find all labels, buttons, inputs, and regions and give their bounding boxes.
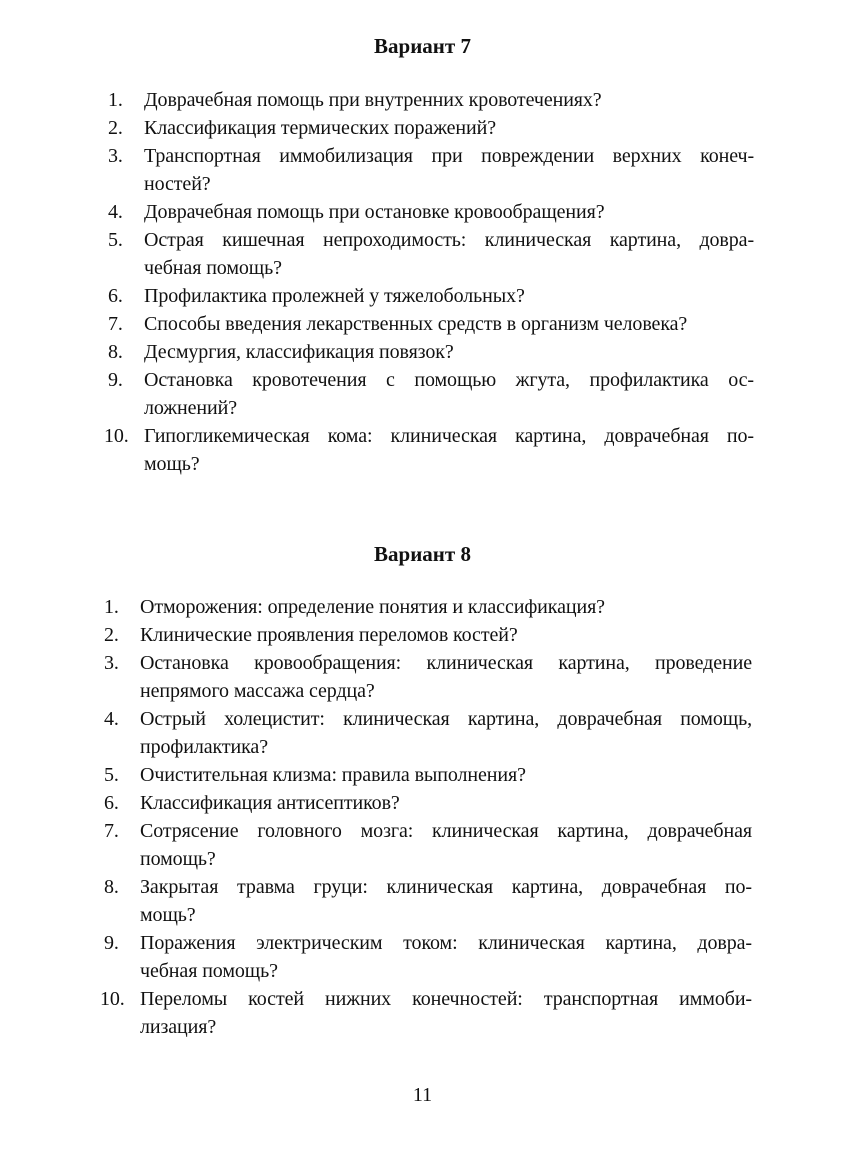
question-text — [140, 929, 752, 985]
question-text — [144, 422, 754, 478]
question-number: 3. — [104, 652, 119, 674]
question-number: 3. — [108, 145, 123, 167]
question-number: 2. — [104, 624, 119, 646]
question-text-line: мощь? — [144, 453, 200, 475]
variant-8-heading: Вариант 8 — [374, 542, 471, 566]
question-item — [100, 621, 752, 649]
question-item — [100, 649, 752, 705]
question-text — [144, 114, 754, 142]
question-text — [144, 226, 754, 282]
question-text-line: Остановка кровообращения: клиническая картина, проведение — [140, 652, 752, 674]
question-item — [104, 366, 754, 422]
question-item — [104, 198, 754, 226]
question-text-line: Очистительная клизма: правила выполнения? — [140, 764, 526, 786]
question-item — [100, 705, 752, 761]
question-item — [104, 114, 754, 142]
question-number: 9. — [104, 932, 119, 954]
question-text — [144, 198, 754, 226]
question-item — [104, 226, 754, 282]
variant-8-question-list — [100, 593, 752, 1041]
question-item — [100, 761, 752, 789]
question-text-line: Транспортная иммобилизация при повреждении верхних конеч- — [144, 145, 754, 167]
question-number: 6. — [104, 792, 119, 814]
question-text — [140, 789, 752, 817]
question-text — [140, 873, 752, 929]
question-text-line: чебная помощь? — [144, 257, 282, 279]
question-text — [144, 142, 754, 198]
question-number: 10. — [104, 425, 129, 447]
question-text-line: Поражения электрическим током: клиническая картина, довра- — [140, 932, 752, 954]
question-text-line: Доврачебная помощь при остановке кровообращения? — [144, 201, 605, 223]
question-text — [144, 366, 754, 422]
question-text — [144, 338, 754, 366]
question-number: 2. — [108, 117, 123, 139]
question-item — [104, 422, 754, 478]
question-text-line: Доврачебная помощь при внутренних кровотечениях? — [144, 89, 602, 111]
question-item — [104, 338, 754, 366]
page-number: 11 — [412, 1084, 433, 1106]
question-number: 1. — [104, 596, 119, 618]
question-item — [104, 282, 754, 310]
question-text-line: чебная помощь? — [140, 960, 278, 982]
variant-7-question-list — [104, 86, 754, 478]
question-text — [144, 282, 754, 310]
question-text-line: ностей? — [144, 173, 211, 195]
question-text-line: Профилактика пролежней у тяжелобольных? — [144, 285, 525, 307]
question-item — [100, 985, 752, 1041]
question-text — [140, 985, 752, 1041]
question-number: 10. — [100, 988, 125, 1010]
question-text-line: помощь? — [140, 848, 216, 870]
question-text — [140, 817, 752, 873]
question-text-line: Клинические проявления переломов костей? — [140, 624, 518, 646]
question-text-line: Способы введения лекарственных средств в организм человека? — [144, 313, 688, 335]
question-item — [104, 86, 754, 114]
question-text-line: Остановка кровотечения с помощью жгута, профилактика ос- — [144, 369, 754, 391]
question-text — [140, 761, 752, 789]
question-text-line: Закрытая травма груци: клиническая картина, доврачебная по- — [140, 876, 752, 898]
question-item — [104, 142, 754, 198]
question-text-line: Переломы костей нижних конечностей: транспортная иммоби- — [140, 988, 752, 1010]
question-text — [144, 86, 754, 114]
question-number: 5. — [104, 764, 119, 786]
question-item — [100, 817, 752, 873]
question-number: 8. — [108, 341, 123, 363]
question-text-line: непрямого массажа сердца? — [140, 680, 375, 702]
question-text-line: мощь? — [140, 904, 196, 926]
question-text — [140, 621, 752, 649]
question-number: 4. — [104, 708, 119, 730]
question-text-line: Отморожения: определение понятия и классификация? — [140, 596, 605, 618]
question-text — [140, 649, 752, 705]
question-number: 7. — [104, 820, 119, 842]
question-text-line: профилактика? — [140, 736, 268, 758]
question-number: 7. — [108, 313, 123, 335]
question-number: 4. — [108, 201, 123, 223]
question-item — [100, 873, 752, 929]
question-text-line: Классификация термических поражений? — [144, 117, 497, 139]
question-text-line: Острая кишечная непроходимость: клиническая картина, довра- — [144, 229, 754, 251]
variant-7-heading: Вариант 7 — [374, 34, 471, 58]
question-text-line: Сотрясение головного мозга: клиническая картина, доврачебная — [140, 820, 752, 842]
question-text-line: Классификация антисептиков? — [140, 792, 400, 814]
question-number: 9. — [108, 369, 123, 391]
question-number: 8. — [104, 876, 119, 898]
question-text-line: лизация? — [140, 1016, 217, 1038]
question-item — [100, 929, 752, 985]
question-number: 1. — [108, 89, 123, 111]
question-item — [100, 789, 752, 817]
question-text-line: ложнений? — [144, 397, 237, 419]
question-text — [140, 593, 752, 621]
question-text-line: Гипогликемическая кома: клиническая картина, доврачебная по- — [144, 425, 754, 447]
question-number: 5. — [108, 229, 123, 251]
question-number: 6. — [108, 285, 123, 307]
question-text-line: Десмургия, классификация повязок? — [144, 341, 454, 363]
question-text — [140, 705, 752, 761]
question-item — [104, 310, 754, 338]
question-text — [144, 310, 754, 338]
question-item — [100, 593, 752, 621]
question-text-line: Острый холецистит: клиническая картина, доврачебная помощь, — [140, 708, 752, 730]
